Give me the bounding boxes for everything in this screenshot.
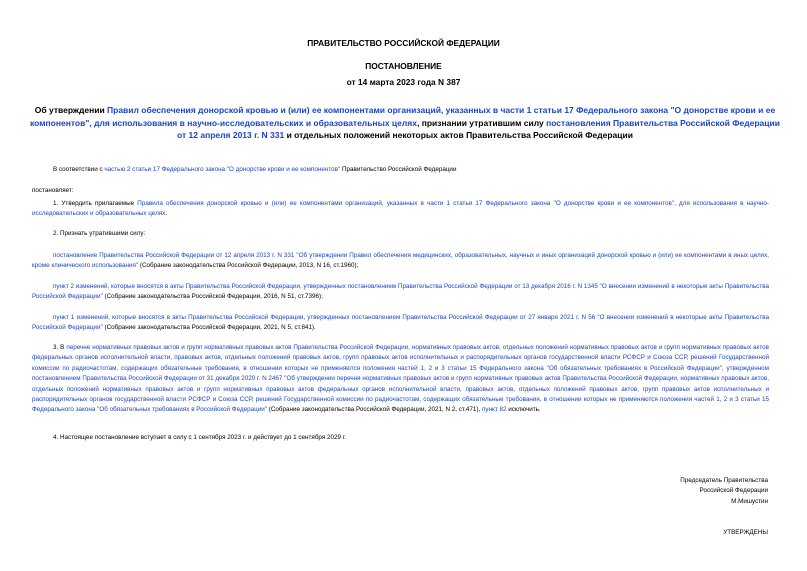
item-1-paragraph [32,199,769,220]
document-title [30,104,780,142]
signature-country: Российской Федерации [699,487,768,495]
government-heading: ПРАВИТЕЛЬСТВО РОССИЙСКОЙ ФЕДЕРАЦИИ [307,38,500,48]
preamble-paragraph [32,165,769,175]
point-82-link[interactable]: пункт 82 [481,406,507,414]
preamble-text-end: Правительство Российской Федерации [340,166,457,173]
sub-item-2-paragraph [32,282,769,303]
mandatory-requirements-list-link[interactable]: перечне нормативных правовых актов и групп нормативных правовых актов Правительства Российской Федерации, нормативных правовых актов, отдельных положений нормативных правовых актов и групп нормативных правовых актов федеральных органов исполнительной власти, правовых актов, отдельных положений правовых актов, групп правовых актов исполнительных и распорядительных органов государственной власти РСФСР и Союза ССР, решений Государственной комиссии по радиочастотам, содержащих обязательные требования, в отношении которых не применяются положения частей 1, 2 и 3 статьи 15 Федерального закона "Об обязательных требованиях в Российской Федерации", утвержденном постановлением Правительства Российской Федерации от 31 декабря 2020 г. N 2467 "Об утверждении перечня нормативных правовых актов и групп нормативных правовых актов Правительства Российской Федерации, нормативных правовых актов, отдельных положений нормативных правовых актов и групп нормативных правовых актов федеральных органов исполнительной власти, правовых актов, отдельных положений правовых актов, групп правовых актов исполнительных и распорядительных органов государственной власти РСФСР и Союза ССР, решений Государственной комиссии по радиочастотам, содержащих обязательные требования, в отношении которых не применяются положения частей 1, 2 и 3 статьи 15 Федерального закона "Об обязательных требованиях в Российской Федерации" [32,344,770,414]
item-1-text: 1. Утвердить прилагаемые [53,200,138,207]
signature-name: М.Мишустин [731,497,768,505]
approved-label: УТВЕРЖДЕНЫ [723,529,768,536]
item-4-paragraph: 4. Настоящее постановление вступает в силу с 1 сентября 2023 г. и действует до 1 сентября 2029 г. [53,434,347,441]
approved-rules-link[interactable]: Правила обеспечения донорской кровью и (или) ее компонентами организаций, указанных в части 1 статьи 17 Федерального закона "О донорстве крови и ее компонентов", для использования в научно-исследовательских и образовательных целях [32,200,770,218]
item-3-text-end: исключить. [506,406,541,414]
signature-block [568,476,768,507]
item-1-text-end: . [165,210,168,218]
law-article-link[interactable]: частью 2 статьи 17 Федерального закона "О донорстве крови и ее компонентов" [104,166,341,173]
item-3-text-mid: (Собрание законодательства Российской Федерации, 2021, N 2, ст.471), [267,406,482,414]
preamble-text: В соответствии с [53,166,105,173]
sub-item-3-paragraph [32,313,769,334]
title-text-start: Об утверждении [34,105,108,115]
resolution-331-repeal-link[interactable]: постановление Правительства Российской Федерации от 12 апреля 2013 г. N 331 "Об утверждении Правил обеспечения медицинских, образовательных, научных и иных организаций донорской кровью и (или) ее компонентами в иных целях, кроме клинического использования" [32,252,769,270]
resolution-331-link[interactable]: постановления Правительства Российской Федерации от 12 апреля 2013 г. N 331 [177,117,780,140]
document-type-heading: ПОСТАНОВЛЕНИЕ [365,61,442,71]
item-2-paragraph: 2. Признать утратившими силу: [53,230,146,237]
title-text-end: и отдельных положений некоторых актов Правительства Российской Федерации [284,130,633,140]
item-3-text: 3. В [53,344,67,351]
signature-position: Председатель Правительства [680,477,768,484]
sub-item-1-text: (Собрание законодательства Российской Федерации, 2013, N 16, ст.1960); [138,262,359,270]
resolves-paragraph: постановляет: [32,187,74,194]
sub-item-2-text: (Собрание законодательства Российской Федерации, 2016, N 51, ст.7396); [102,293,323,301]
date-number-heading: от 14 марта 2023 года N 387 [346,77,461,87]
title-text-mid: , признании утратившим силу [416,117,547,128]
resolution-56-link[interactable]: пункт 1 изменений, которые вносятся в акты Правительства Российской Федерации, утвержденных постановлением Правительства Российской Федерации от 27 января 2021 г. N 56 "О внесении изменений в некоторые акты Правительства Российской Федерации" [32,314,769,332]
resolution-1345-link[interactable]: пункт 2 изменений, которые вносятся в акты Правительства Российской Федерации, утвержденных постановлением Правительства Российской Федерации от 13 декабря 2016 г. N 1345 "О внесении изменений в некоторые акты Правительства Российской Федерации" [32,283,769,301]
rules-link[interactable]: Правил обеспечения донорской кровью и (или) ее компонентами организаций, указанных в части 1 статьи 17 Федерального закона "О донорстве крови и ее компонентов", для использования в научно-исследовательских и образовательных целях [30,105,776,128]
item-3-paragraph [32,343,769,416]
sub-item-3-text: (Собрание законодательства Российской Федерации, 2021, N 5, ст.841). [102,324,316,332]
sub-item-1-paragraph [32,251,769,272]
